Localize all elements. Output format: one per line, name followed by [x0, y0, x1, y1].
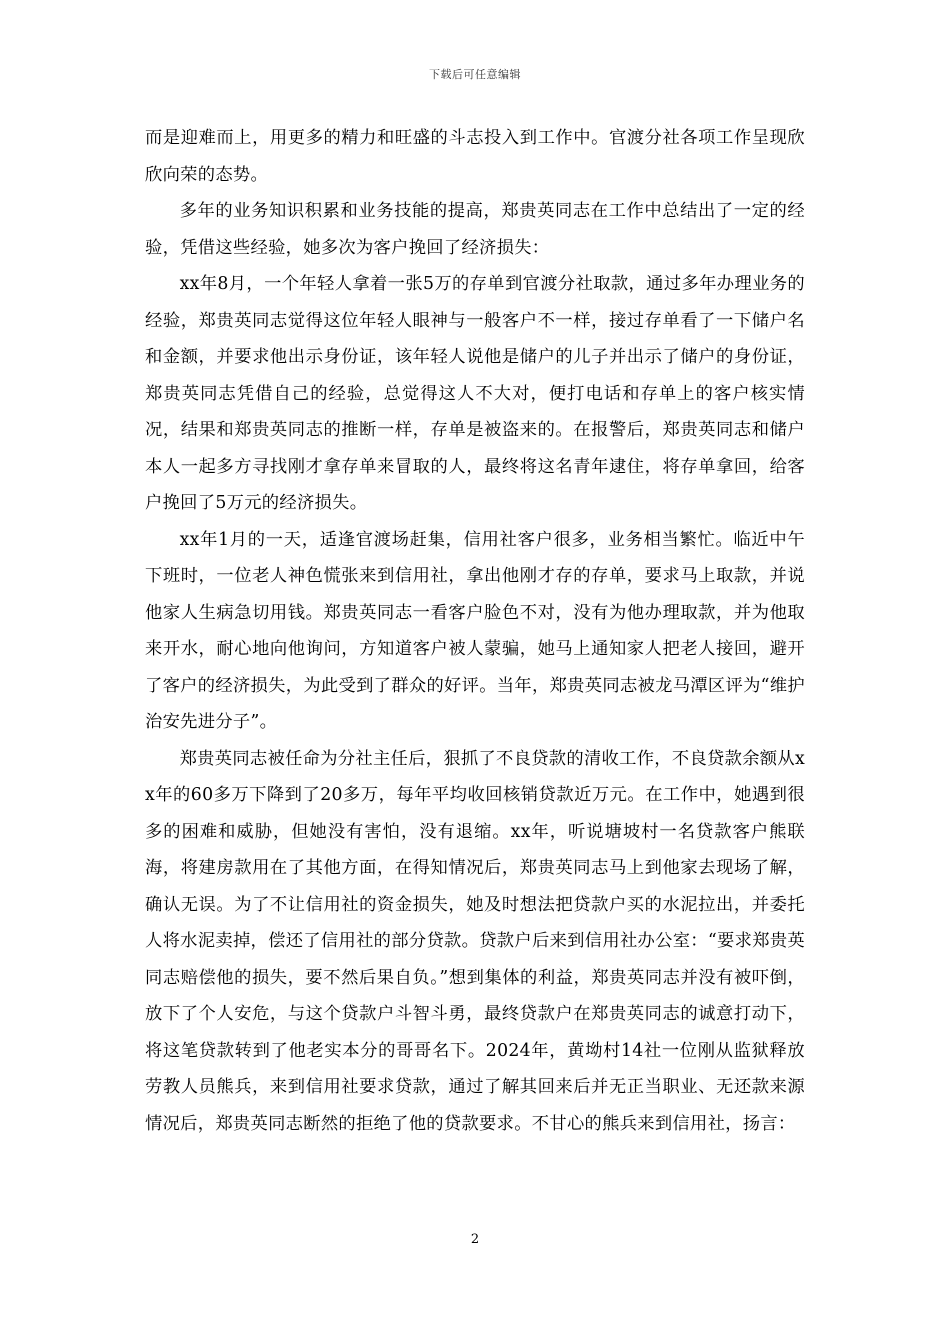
- paragraph-elderly-case: xx年1月的一天，适逢官渡场赶集，信用社客户很多，业务相当繁忙。临近中午下班时，一位老人神色慌张来到信用社，拿出他刚才存的存单，要求马上取款，并说他家人生病急切用钱。郑贵英同志一看客户脸色不对，没有为他办理取款，并为他取来开水，耐心地向他询问，方知道客户被人蒙骗，她马上通知家人把老人接回，避开了客户的经济损失，为此受到了群众的好评。当年，郑贵英同志被龙马潭区评为“维护治安先进分子”。: [145, 529, 805, 732]
- page-header: 下载后可任意编辑: [429, 68, 521, 81]
- paragraph-loan-recovery: 郑贵英同志被任命为分社主任后，狠抓了不良贷款的清收工作，不良贷款余额从xx年的60多万下降到了20多万，每年平均收回核销贷款近万元。在工作中，她遇到很多的困难和威胁，但她没有害怕，没有退缩。xx年，听说塘坡村一名贷款客户熊联海，将建房款用在了其他方面，在得知情况后，郑贵英同志马上到他家去现场了解，确认无误。为了不让信用社的资金损失，她及时想法把贷款户买的水泥拉出，并委托人将水泥卖掉，偿还了信用社的部分贷款。贷款户后来到信用社办公室：“要求郑贵英同志赔偿他的损失，要不然后果自负。”想到集体的利益，郑贵英同志并没有被吓倒，放下了个人安危，与这个贷款户斗智斗勇，最终贷款户在郑贵英同志的诚意打动下，将这笔贷款转到了他老实本分的哥哥名下。2024年，黄坳村14社一位刚从监狱释放劳教人员熊兵，来到信用社要求贷款，通过了解其回来后并无正当职业、无还款来源情况后，郑贵英同志断然的拒绝了他的贷款要求。不甘心的熊兵来到信用社，扬言：: [145, 748, 805, 1134]
- paragraph-deposit-case: xx年8月，一个年轻人拿着一张5万的存单到官渡分社取款，通过多年办理业务的经验，郑贵英同志觉得这位年轻人眼神与一般客户不一样，接过存单看了一下储户名和金额，并要求他出示身份证，该年轻人说他是储户的儿子并出示了储户的身份证，郑贵英同志凭借自己的经验，总觉得这人不大对，便打电话和存单上的客户核实情况，结果和郑贵英同志的推断一样，存单是被盗来的。在报警后，郑贵英同志和储户本人一起多方寻找刚才拿存单来冒取的人，最终将这名青年逮住，将存单拿回，给客户挽回了5万元的经济损失。: [145, 274, 805, 513]
- paragraph-experience: 多年的业务知识积累和业务技能的提高，郑贵英同志在工作中总结出了一定的经验，凭借这些经验，她多次为客户挽回了经济损失：: [145, 201, 805, 258]
- document-body: [145, 120, 805, 1142]
- paragraph-continuation: 而是迎难而上，用更多的精力和旺盛的斗志投入到工作中。官渡分社各项工作呈现欣欣向荣的态势。: [145, 128, 805, 185]
- page-number: 2: [470, 1232, 480, 1247]
